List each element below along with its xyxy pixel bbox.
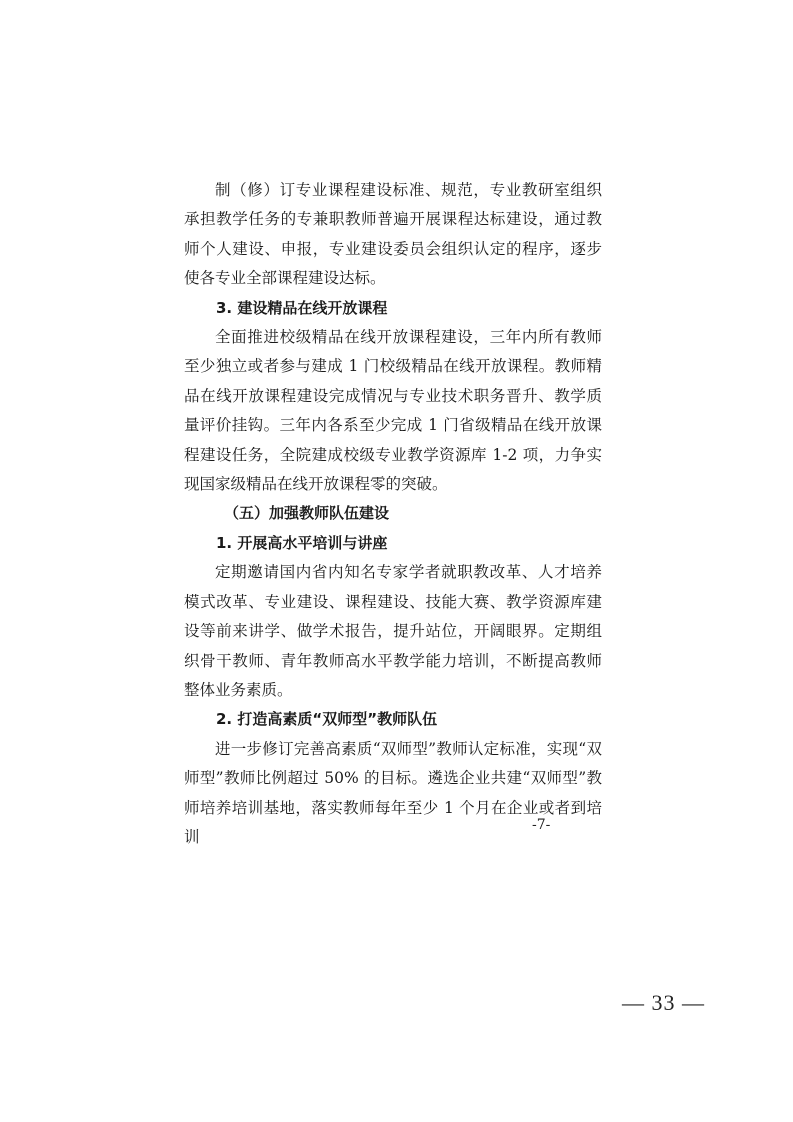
heading-online-courses: 3. 建设精品在线开放课程 (216, 298, 388, 317)
paragraph-training-lectures: 定期邀请国内省内知名专家学者就职教改革、人才培养模式改革、专业建设、课程建设、技能大赛、教学资源库建设等前来讲学、做学术报告，提升站位，开阔眼界。定期组织骨干教师、青年教师高水平教学能力培训，不断提高教师整体业务素质。 (184, 563, 602, 699)
outer-page-number: — 33 — (622, 990, 705, 1015)
section-heading-teacher-team: （五）加强教师队伍建设 (224, 504, 390, 523)
document-body (184, 176, 602, 852)
inner-page-number: -7- (532, 817, 551, 833)
heading-training-lectures: 1. 开展高水平培训与讲座 (216, 533, 388, 552)
paragraph-course-standards: 制（修）订专业课程建设标准、规范，专业教研室组织承担教学任务的专兼职教师普遍开展课程达标建设，通过教师个人建设、申报，专业建设委员会组织认定的程序，逐步使各专业全部课程建设达标。 (184, 181, 602, 288)
heading-dual-teacher: 2. 打造高素质“双师型”教师队伍 (216, 710, 438, 729)
paragraph-online-courses: 全面推进校级精品在线开放课程建设，三年内所有教师至少独立或者参与建成 1 门校级精品在线开放课程。教师精品在线开放课程建设完成情况与专业技术职务晋升、教学质量评价挂钩。三年内各系至少完成 1 门省级精品在线开放课程建设任务，全院建成校级专业教学资源库 1-2 项，力争实现国家级精品在线开放课程零的突破。 (184, 328, 602, 494)
paragraph-dual-teacher: 进一步修订完善高素质“双师型”教师认定标准，实现“双师型”教师比例超过 50% 的目标。遴选企业共建“双师型”教师培养培训基地，落实教师每年至少 1 个月在企业或者到培训 (184, 739, 602, 846)
